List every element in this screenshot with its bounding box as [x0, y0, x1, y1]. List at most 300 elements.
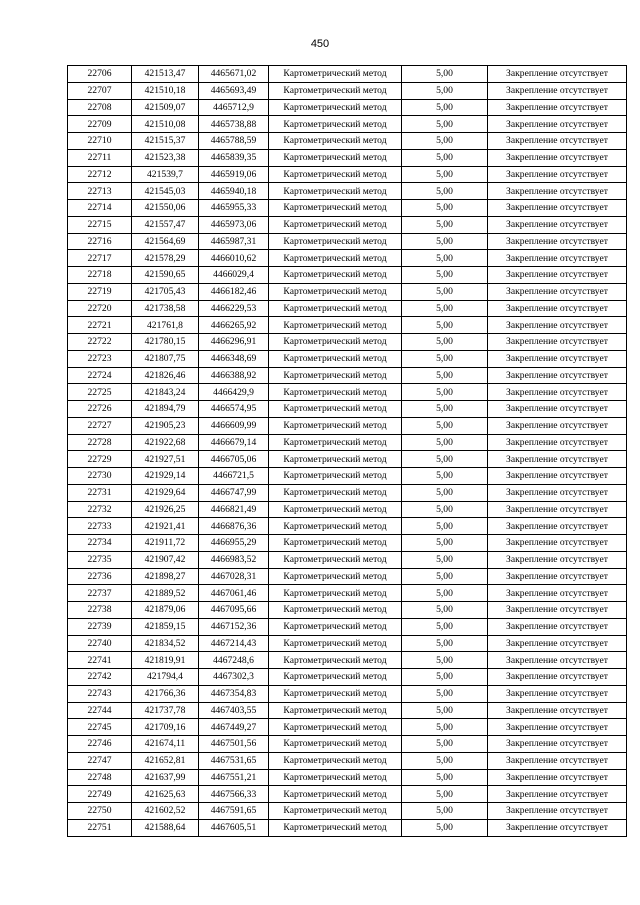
point-number-cell: 22748 [68, 769, 132, 786]
fixation-cell: Закрепление отсутствует [488, 652, 627, 669]
x-coordinate-cell: 421921,41 [132, 518, 199, 535]
table-row [68, 82, 627, 99]
accuracy-cell: 5,00 [402, 518, 488, 535]
y-coordinate-cell: 4467354,83 [199, 685, 269, 702]
table-row [68, 99, 627, 116]
accuracy-cell: 5,00 [402, 535, 488, 552]
method-cell: Картометрический метод [269, 267, 402, 284]
fixation-cell: Закрепление отсутствует [488, 417, 627, 434]
table-row [68, 786, 627, 803]
fixation-cell: Закрепление отсутствует [488, 786, 627, 803]
method-cell: Картометрический метод [269, 66, 402, 83]
fixation-cell: Закрепление отсутствует [488, 300, 627, 317]
fixation-cell: Закрепление отсутствует [488, 484, 627, 501]
x-coordinate-cell: 421545,03 [132, 183, 199, 200]
x-coordinate-cell: 421834,52 [132, 635, 199, 652]
point-number-cell: 22720 [68, 300, 132, 317]
x-coordinate-cell: 421588,64 [132, 819, 199, 836]
y-coordinate-cell: 4467605,51 [199, 819, 269, 836]
fixation-cell: Закрепление отсутствует [488, 216, 627, 233]
y-coordinate-cell: 4466705,06 [199, 451, 269, 468]
x-coordinate-cell: 421927,51 [132, 451, 199, 468]
y-coordinate-cell: 4466388,92 [199, 367, 269, 384]
table-row [68, 736, 627, 753]
accuracy-cell: 5,00 [402, 786, 488, 803]
method-cell: Картометрический метод [269, 803, 402, 820]
method-cell: Картометрический метод [269, 216, 402, 233]
point-number-cell: 22750 [68, 803, 132, 820]
fixation-cell: Закрепление отсутствует [488, 618, 627, 635]
accuracy-cell: 5,00 [402, 367, 488, 384]
accuracy-cell: 5,00 [402, 66, 488, 83]
accuracy-cell: 5,00 [402, 568, 488, 585]
method-cell: Картометрический метод [269, 384, 402, 401]
fixation-cell: Закрепление отсутствует [488, 685, 627, 702]
accuracy-cell: 5,00 [402, 736, 488, 753]
x-coordinate-cell: 421513,47 [132, 66, 199, 83]
accuracy-cell: 5,00 [402, 384, 488, 401]
table-row [68, 803, 627, 820]
x-coordinate-cell: 421819,91 [132, 652, 199, 669]
y-coordinate-cell: 4467531,65 [199, 752, 269, 769]
point-number-cell: 22712 [68, 166, 132, 183]
method-cell: Картометрический метод [269, 434, 402, 451]
fixation-cell: Закрепление отсутствует [488, 518, 627, 535]
fixation-cell: Закрепление отсутствует [488, 250, 627, 267]
fixation-cell: Закрепление отсутствует [488, 585, 627, 602]
table-row [68, 350, 627, 367]
fixation-cell: Закрепление отсутствует [488, 434, 627, 451]
x-coordinate-cell: 421509,07 [132, 99, 199, 116]
x-coordinate-cell: 421709,16 [132, 719, 199, 736]
method-cell: Картометрический метод [269, 652, 402, 669]
y-coordinate-cell: 4466265,92 [199, 317, 269, 334]
method-cell: Картометрический метод [269, 635, 402, 652]
y-coordinate-cell: 4465940,18 [199, 183, 269, 200]
method-cell: Картометрический метод [269, 133, 402, 150]
point-number-cell: 22740 [68, 635, 132, 652]
y-coordinate-cell: 4465788,59 [199, 133, 269, 150]
y-coordinate-cell: 4465973,06 [199, 216, 269, 233]
method-cell: Картометрический метод [269, 283, 402, 300]
x-coordinate-cell: 421737,78 [132, 702, 199, 719]
y-coordinate-cell: 4466876,36 [199, 518, 269, 535]
method-cell: Картометрический метод [269, 82, 402, 99]
x-coordinate-cell: 421929,14 [132, 468, 199, 485]
fixation-cell: Закрепление отсутствует [488, 384, 627, 401]
accuracy-cell: 5,00 [402, 451, 488, 468]
accuracy-cell: 5,00 [402, 99, 488, 116]
table-row [68, 484, 627, 501]
x-coordinate-cell: 421905,23 [132, 417, 199, 434]
method-cell: Картометрический метод [269, 401, 402, 418]
accuracy-cell: 5,00 [402, 484, 488, 501]
y-coordinate-cell: 4467551,21 [199, 769, 269, 786]
method-cell: Картометрический метод [269, 501, 402, 518]
point-number-cell: 22715 [68, 216, 132, 233]
fixation-cell: Закрепление отсутствует [488, 451, 627, 468]
method-cell: Картометрический метод [269, 300, 402, 317]
x-coordinate-cell: 421539,7 [132, 166, 199, 183]
accuracy-cell: 5,00 [402, 652, 488, 669]
point-number-cell: 22714 [68, 200, 132, 217]
point-number-cell: 22724 [68, 367, 132, 384]
table-row [68, 367, 627, 384]
table-row [68, 334, 627, 351]
fixation-cell: Закрепление отсутствует [488, 166, 627, 183]
table-row [68, 468, 627, 485]
point-number-cell: 22713 [68, 183, 132, 200]
point-number-cell: 22723 [68, 350, 132, 367]
method-cell: Картометрический метод [269, 568, 402, 585]
table-row [68, 819, 627, 836]
x-coordinate-cell: 421652,81 [132, 752, 199, 769]
point-number-cell: 22729 [68, 451, 132, 468]
method-cell: Картометрический метод [269, 468, 402, 485]
point-number-cell: 22737 [68, 585, 132, 602]
method-cell: Картометрический метод [269, 786, 402, 803]
method-cell: Картометрический метод [269, 585, 402, 602]
y-coordinate-cell: 4466029,4 [199, 267, 269, 284]
fixation-cell: Закрепление отсутствует [488, 769, 627, 786]
y-coordinate-cell: 4465919,06 [199, 166, 269, 183]
fixation-cell: Закрепление отсутствует [488, 635, 627, 652]
method-cell: Картометрический метод [269, 149, 402, 166]
accuracy-cell: 5,00 [402, 685, 488, 702]
y-coordinate-cell: 4467566,33 [199, 786, 269, 803]
fixation-cell: Закрепление отсутствует [488, 267, 627, 284]
y-coordinate-cell: 4465955,33 [199, 200, 269, 217]
accuracy-cell: 5,00 [402, 149, 488, 166]
accuracy-cell: 5,00 [402, 200, 488, 217]
y-coordinate-cell: 4466721,5 [199, 468, 269, 485]
fixation-cell: Закрепление отсутствует [488, 736, 627, 753]
x-coordinate-cell: 421922,68 [132, 434, 199, 451]
method-cell: Картометрический метод [269, 317, 402, 334]
x-coordinate-cell: 421510,18 [132, 82, 199, 99]
x-coordinate-cell: 421907,42 [132, 551, 199, 568]
method-cell: Картометрический метод [269, 183, 402, 200]
table-row [68, 384, 627, 401]
fixation-cell: Закрепление отсутствует [488, 551, 627, 568]
table-row [68, 602, 627, 619]
fixation-cell: Закрепление отсутствует [488, 702, 627, 719]
y-coordinate-cell: 4466348,69 [199, 350, 269, 367]
table-row [68, 769, 627, 786]
method-cell: Картометрический метод [269, 618, 402, 635]
table-row [68, 283, 627, 300]
y-coordinate-cell: 4466983,52 [199, 551, 269, 568]
accuracy-cell: 5,00 [402, 602, 488, 619]
accuracy-cell: 5,00 [402, 183, 488, 200]
fixation-cell: Закрепление отсутствует [488, 200, 627, 217]
table-row [68, 116, 627, 133]
method-cell: Картометрический метод [269, 535, 402, 552]
y-coordinate-cell: 4467501,56 [199, 736, 269, 753]
table-row [68, 317, 627, 334]
point-number-cell: 22719 [68, 283, 132, 300]
accuracy-cell: 5,00 [402, 300, 488, 317]
point-number-cell: 22749 [68, 786, 132, 803]
table-row [68, 501, 627, 518]
point-number-cell: 22717 [68, 250, 132, 267]
y-coordinate-cell: 4466679,14 [199, 434, 269, 451]
x-coordinate-cell: 421807,75 [132, 350, 199, 367]
point-number-cell: 22743 [68, 685, 132, 702]
table-row [68, 133, 627, 150]
accuracy-cell: 5,00 [402, 434, 488, 451]
accuracy-cell: 5,00 [402, 334, 488, 351]
point-number-cell: 22730 [68, 468, 132, 485]
table-row [68, 568, 627, 585]
accuracy-cell: 5,00 [402, 233, 488, 250]
accuracy-cell: 5,00 [402, 350, 488, 367]
accuracy-cell: 5,00 [402, 551, 488, 568]
table-row [68, 518, 627, 535]
y-coordinate-cell: 4466955,29 [199, 535, 269, 552]
accuracy-cell: 5,00 [402, 166, 488, 183]
accuracy-cell: 5,00 [402, 585, 488, 602]
point-number-cell: 22751 [68, 819, 132, 836]
method-cell: Картометрический метод [269, 819, 402, 836]
y-coordinate-cell: 4465738,88 [199, 116, 269, 133]
accuracy-cell: 5,00 [402, 752, 488, 769]
x-coordinate-cell: 421705,43 [132, 283, 199, 300]
table-row [68, 434, 627, 451]
point-number-cell: 22744 [68, 702, 132, 719]
point-number-cell: 22731 [68, 484, 132, 501]
y-coordinate-cell: 4467403,55 [199, 702, 269, 719]
point-number-cell: 22721 [68, 317, 132, 334]
point-number-cell: 22738 [68, 602, 132, 619]
table-row [68, 300, 627, 317]
accuracy-cell: 5,00 [402, 216, 488, 233]
method-cell: Картометрический метод [269, 166, 402, 183]
x-coordinate-cell: 421889,52 [132, 585, 199, 602]
fixation-cell: Закрепление отсутствует [488, 803, 627, 820]
y-coordinate-cell: 4466182,46 [199, 283, 269, 300]
method-cell: Картометрический метод [269, 99, 402, 116]
fixation-cell: Закрепление отсутствует [488, 350, 627, 367]
fixation-cell: Закрепление отсутствует [488, 149, 627, 166]
x-coordinate-cell: 421557,47 [132, 216, 199, 233]
point-number-cell: 22733 [68, 518, 132, 535]
method-cell: Картометрический метод [269, 334, 402, 351]
fixation-cell: Закрепление отсутствует [488, 501, 627, 518]
y-coordinate-cell: 4465987,31 [199, 233, 269, 250]
x-coordinate-cell: 421738,58 [132, 300, 199, 317]
point-number-cell: 22726 [68, 401, 132, 418]
method-cell: Картометрический метод [269, 350, 402, 367]
fixation-cell: Закрепление отсутствует [488, 99, 627, 116]
accuracy-cell: 5,00 [402, 417, 488, 434]
x-coordinate-cell: 421515,37 [132, 133, 199, 150]
point-number-cell: 22727 [68, 417, 132, 434]
point-number-cell: 22728 [68, 434, 132, 451]
fixation-cell: Закрепление отсутствует [488, 317, 627, 334]
accuracy-cell: 5,00 [402, 819, 488, 836]
x-coordinate-cell: 421898,27 [132, 568, 199, 585]
table-row [68, 417, 627, 434]
x-coordinate-cell: 421780,15 [132, 334, 199, 351]
method-cell: Картометрический метод [269, 551, 402, 568]
x-coordinate-cell: 421523,38 [132, 149, 199, 166]
point-number-cell: 22708 [68, 99, 132, 116]
y-coordinate-cell: 4467152,36 [199, 618, 269, 635]
table-row [68, 752, 627, 769]
table-row [68, 183, 627, 200]
method-cell: Картометрический метод [269, 602, 402, 619]
method-cell: Картометрический метод [269, 116, 402, 133]
fixation-cell: Закрепление отсутствует [488, 819, 627, 836]
fixation-cell: Закрепление отсутствует [488, 468, 627, 485]
table-row [68, 66, 627, 83]
page-number: 450 [310, 38, 330, 50]
table-row [68, 451, 627, 468]
point-number-cell: 22718 [68, 267, 132, 284]
point-number-cell: 22734 [68, 535, 132, 552]
y-coordinate-cell: 4466229,53 [199, 300, 269, 317]
table-row [68, 233, 627, 250]
accuracy-cell: 5,00 [402, 669, 488, 686]
table-row [68, 719, 627, 736]
point-number-cell: 22739 [68, 618, 132, 635]
method-cell: Картометрический метод [269, 484, 402, 501]
point-number-cell: 22732 [68, 501, 132, 518]
fixation-cell: Закрепление отсутствует [488, 669, 627, 686]
method-cell: Картометрический метод [269, 719, 402, 736]
method-cell: Картометрический метод [269, 451, 402, 468]
y-coordinate-cell: 4466609,99 [199, 417, 269, 434]
y-coordinate-cell: 4467095,66 [199, 602, 269, 619]
fixation-cell: Закрепление отсутствует [488, 719, 627, 736]
y-coordinate-cell: 4467028,31 [199, 568, 269, 585]
point-number-cell: 22745 [68, 719, 132, 736]
y-coordinate-cell: 4467214,43 [199, 635, 269, 652]
method-cell: Картометрический метод [269, 417, 402, 434]
method-cell: Картометрический метод [269, 669, 402, 686]
accuracy-cell: 5,00 [402, 719, 488, 736]
table-row [68, 585, 627, 602]
table-row [68, 685, 627, 702]
y-coordinate-cell: 4466747,99 [199, 484, 269, 501]
fixation-cell: Закрепление отсутствует [488, 116, 627, 133]
y-coordinate-cell: 4465839,35 [199, 149, 269, 166]
method-cell: Картометрический метод [269, 367, 402, 384]
table-row [68, 149, 627, 166]
table-row [68, 618, 627, 635]
point-number-cell: 22706 [68, 66, 132, 83]
x-coordinate-cell: 421578,29 [132, 250, 199, 267]
accuracy-cell: 5,00 [402, 283, 488, 300]
x-coordinate-cell: 421590,65 [132, 267, 199, 284]
fixation-cell: Закрепление отсутствует [488, 233, 627, 250]
table-row [68, 200, 627, 217]
coordinates-table [67, 65, 627, 837]
x-coordinate-cell: 421826,46 [132, 367, 199, 384]
x-coordinate-cell: 421911,72 [132, 535, 199, 552]
x-coordinate-cell: 421929,64 [132, 484, 199, 501]
accuracy-cell: 5,00 [402, 82, 488, 99]
y-coordinate-cell: 4467591,65 [199, 803, 269, 820]
fixation-cell: Закрепление отсутствует [488, 334, 627, 351]
y-coordinate-cell: 4465712,9 [199, 99, 269, 116]
y-coordinate-cell: 4467248,6 [199, 652, 269, 669]
fixation-cell: Закрепление отсутствует [488, 401, 627, 418]
y-coordinate-cell: 4465693,49 [199, 82, 269, 99]
x-coordinate-cell: 421859,15 [132, 618, 199, 635]
fixation-cell: Закрепление отсутствует [488, 66, 627, 83]
accuracy-cell: 5,00 [402, 267, 488, 284]
accuracy-cell: 5,00 [402, 133, 488, 150]
method-cell: Картометрический метод [269, 685, 402, 702]
accuracy-cell: 5,00 [402, 401, 488, 418]
accuracy-cell: 5,00 [402, 317, 488, 334]
y-coordinate-cell: 4466296,91 [199, 334, 269, 351]
fixation-cell: Закрепление отсутствует [488, 82, 627, 99]
point-number-cell: 22742 [68, 669, 132, 686]
table-row [68, 551, 627, 568]
fixation-cell: Закрепление отсутствует [488, 367, 627, 384]
accuracy-cell: 5,00 [402, 769, 488, 786]
y-coordinate-cell: 4466821,49 [199, 501, 269, 518]
y-coordinate-cell: 4467449,27 [199, 719, 269, 736]
fixation-cell: Закрепление отсутствует [488, 568, 627, 585]
table-row [68, 267, 627, 284]
point-number-cell: 22707 [68, 82, 132, 99]
method-cell: Картометрический метод [269, 752, 402, 769]
x-coordinate-cell: 421843,24 [132, 384, 199, 401]
table-row [68, 401, 627, 418]
accuracy-cell: 5,00 [402, 702, 488, 719]
fixation-cell: Закрепление отсутствует [488, 133, 627, 150]
y-coordinate-cell: 4466010,62 [199, 250, 269, 267]
method-cell: Картометрический метод [269, 200, 402, 217]
point-number-cell: 22711 [68, 149, 132, 166]
x-coordinate-cell: 421637,99 [132, 769, 199, 786]
accuracy-cell: 5,00 [402, 468, 488, 485]
fixation-cell: Закрепление отсутствует [488, 752, 627, 769]
x-coordinate-cell: 421879,06 [132, 602, 199, 619]
y-coordinate-cell: 4466429,9 [199, 384, 269, 401]
fixation-cell: Закрепление отсутствует [488, 183, 627, 200]
x-coordinate-cell: 421766,36 [132, 685, 199, 702]
point-number-cell: 22709 [68, 116, 132, 133]
x-coordinate-cell: 421602,52 [132, 803, 199, 820]
point-number-cell: 22710 [68, 133, 132, 150]
x-coordinate-cell: 421794,4 [132, 669, 199, 686]
point-number-cell: 22735 [68, 551, 132, 568]
method-cell: Картометрический метод [269, 736, 402, 753]
point-number-cell: 22746 [68, 736, 132, 753]
method-cell: Картометрический метод [269, 233, 402, 250]
point-number-cell: 22747 [68, 752, 132, 769]
accuracy-cell: 5,00 [402, 803, 488, 820]
point-number-cell: 22736 [68, 568, 132, 585]
y-coordinate-cell: 4466574,95 [199, 401, 269, 418]
table-row [68, 535, 627, 552]
method-cell: Картометрический метод [269, 518, 402, 535]
x-coordinate-cell: 421625,63 [132, 786, 199, 803]
fixation-cell: Закрепление отсутствует [488, 535, 627, 552]
fixation-cell: Закрепление отсутствует [488, 283, 627, 300]
table-body [68, 66, 627, 837]
accuracy-cell: 5,00 [402, 250, 488, 267]
accuracy-cell: 5,00 [402, 501, 488, 518]
x-coordinate-cell: 421510,08 [132, 116, 199, 133]
table-row [68, 250, 627, 267]
x-coordinate-cell: 421926,25 [132, 501, 199, 518]
